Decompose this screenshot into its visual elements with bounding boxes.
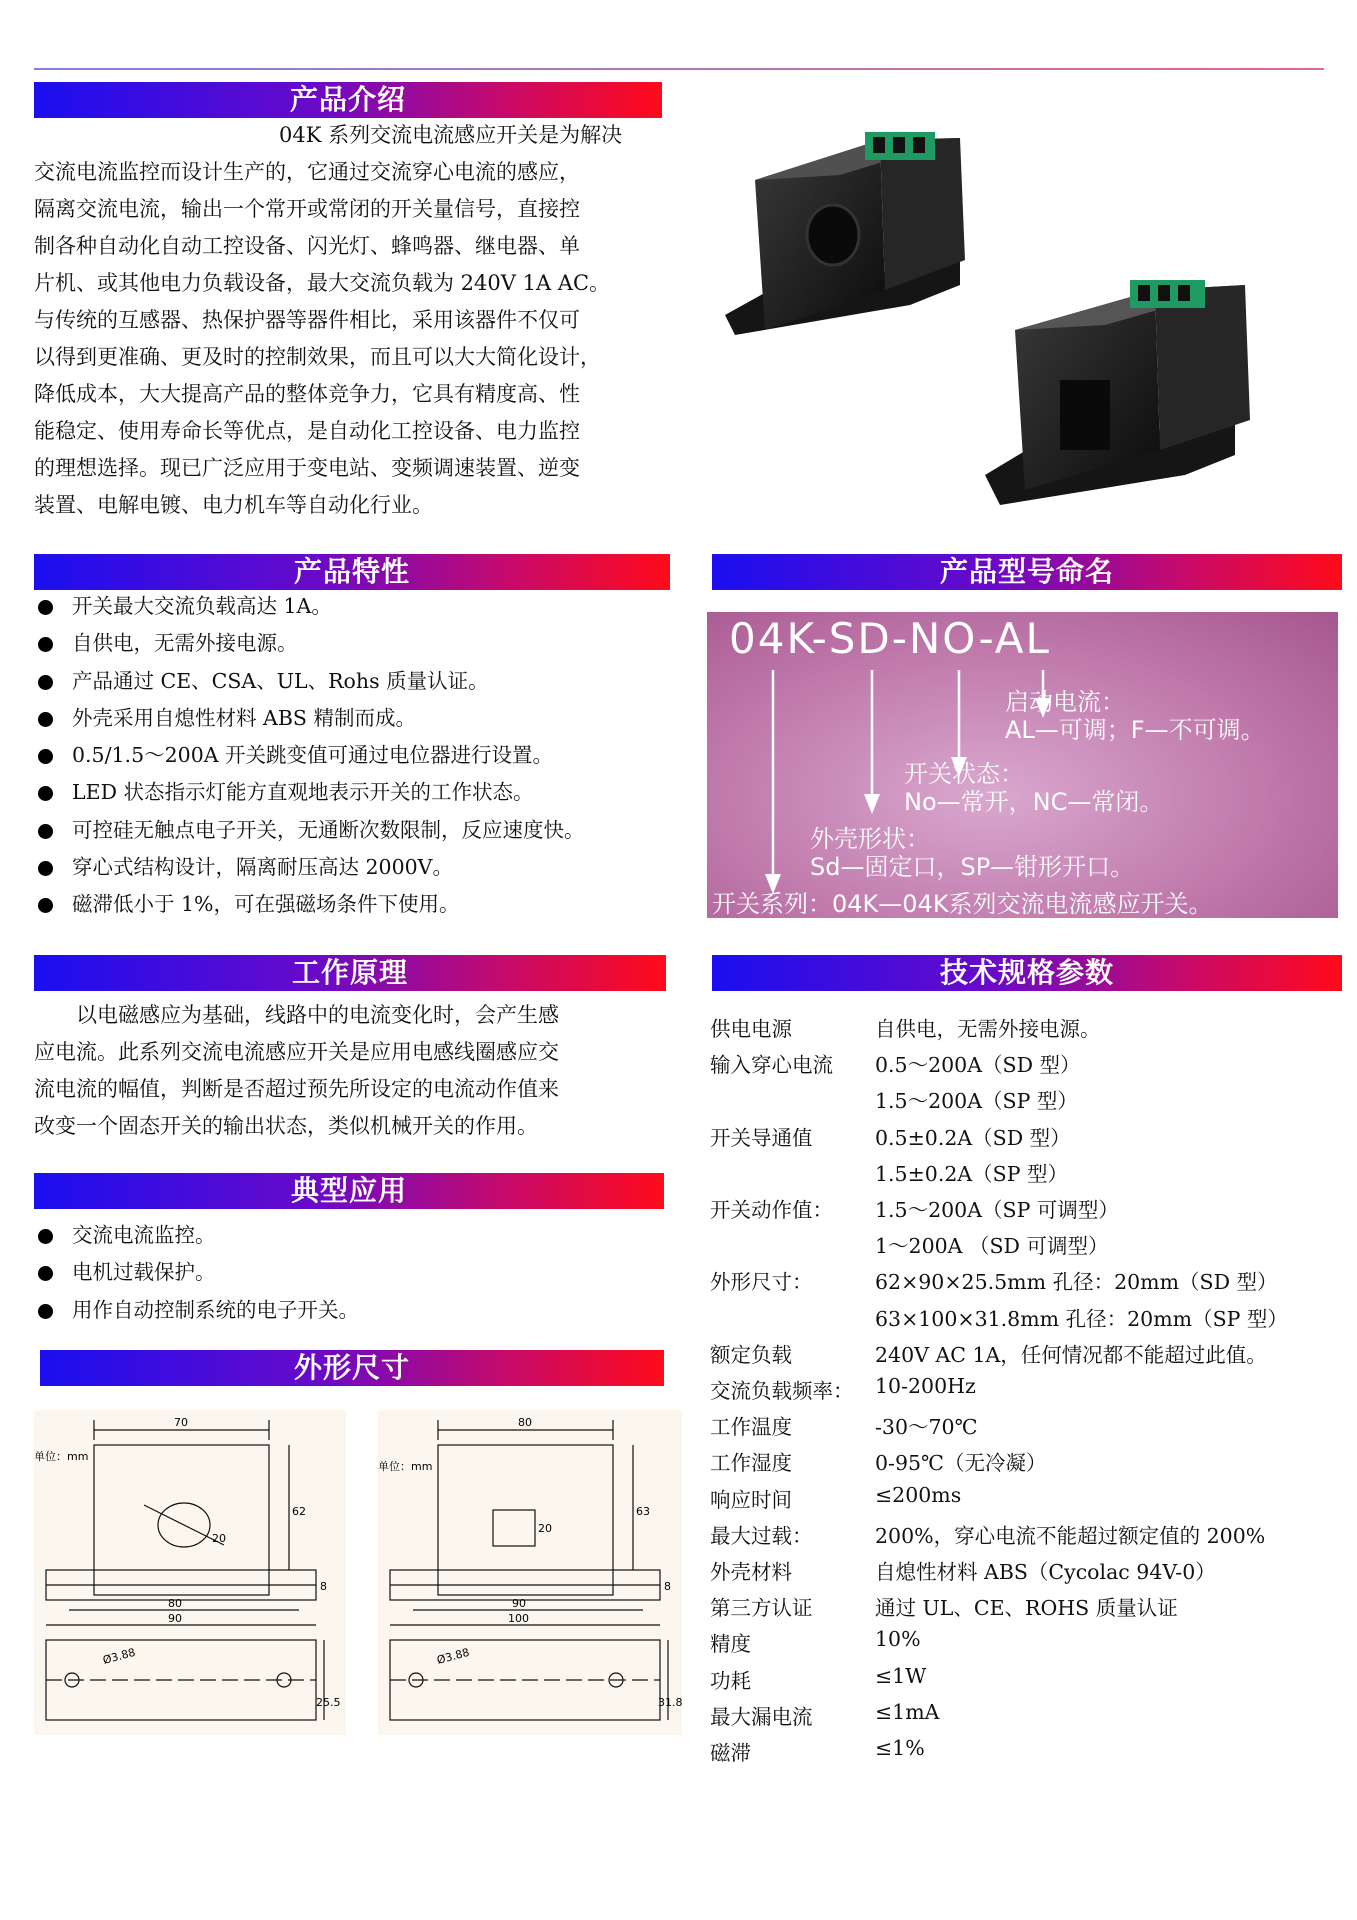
- spec-value: ≤1%: [875, 1736, 925, 1760]
- spec-value: 63×100×31.8mm 孔径：20mm（SP 型）: [875, 1306, 1288, 1331]
- spec-value: 1.5～200A（SP 型）: [875, 1089, 1078, 1114]
- sd-dimension-drawing: [34, 1410, 346, 1735]
- intro-line: 隔离交流电流，输出一个常开或常闭的开关量信号，直接控: [34, 197, 580, 221]
- sp-height: 63: [636, 1505, 650, 1518]
- section-header-specs: 技术规格参数: [712, 955, 1342, 991]
- spec-key: 磁滞: [710, 1741, 751, 1765]
- spec-value: 0.5±0.2A（SD 型）: [875, 1125, 1071, 1150]
- spec-key: 外壳材料: [710, 1560, 792, 1584]
- sd-depth: 25.5: [316, 1696, 341, 1709]
- spec-key: 工作湿度: [710, 1451, 792, 1476]
- principle-line: 流电流的幅值，判断是否超过预先所设定的电流动作值来: [34, 1077, 559, 1101]
- spec-key: 额定负载: [710, 1342, 792, 1367]
- spec-value: ≤200ms: [875, 1482, 962, 1507]
- feature-item: [34, 588, 585, 625]
- spec-value: 0.5～200A（SD 型）: [875, 1053, 1081, 1078]
- intro-line: 04K 系列交流电流感应开关是为解决: [279, 123, 623, 147]
- feature-item: [34, 700, 585, 737]
- intro-line: 的理想选择。现已广泛应用于变电站、变频调速装置、逆变: [34, 456, 580, 480]
- sp-base-height: 8: [664, 1580, 671, 1593]
- intro-paragraph: [34, 117, 674, 524]
- sd-base-inner: 80: [168, 1597, 182, 1610]
- feature-item-text: 可控硅无触点电子开关，无通断次数限制，反应速度快。: [72, 817, 585, 842]
- spec-value: 1.5～200A（SP 可调型）: [875, 1198, 1119, 1222]
- sd-width-top: 70: [174, 1416, 188, 1429]
- application-item-text: 用作自动控制系统的电子开关。: [72, 1297, 359, 1322]
- spec-key: 工作温度: [710, 1415, 792, 1440]
- switch-state-value: No—常开，NC—常闭。: [904, 788, 1164, 816]
- feature-item: [34, 812, 585, 849]
- spec-value: 200%，穿心电流不能超过额定值的 200%: [875, 1523, 1266, 1548]
- feature-item-text: LED 状态指示灯能方直观地表示开关的工作状态。: [72, 780, 534, 805]
- bullet-icon: [38, 824, 53, 839]
- model-naming-diagram: [707, 612, 1338, 918]
- sd-base-height: 8: [320, 1580, 327, 1593]
- spec-key: 交流负载频率：: [710, 1379, 854, 1403]
- feature-item-text: 产品通过 CE、CSA、UL、Rohs 质量认证。: [72, 668, 489, 693]
- sd-mount-hole: Ø3.88: [101, 1645, 137, 1667]
- feature-item-text: 0.5/1.5～200A 开关跳变值可通过电位器进行设置。: [72, 743, 554, 768]
- feature-item: [34, 774, 585, 811]
- feature-item: [34, 625, 585, 662]
- feature-item-text: 磁滞低小于 1%，可在强磁场条件下使用。: [72, 892, 460, 917]
- principle-line: 改变一个固态开关的输出状态，类似机械开关的作用。: [34, 1114, 538, 1138]
- spec-key: 最大漏电流: [710, 1704, 813, 1729]
- bullet-icon: [38, 637, 53, 652]
- sp-hole: 20: [538, 1522, 552, 1535]
- bullet-icon: [38, 675, 53, 690]
- sd-hole: 20: [212, 1532, 226, 1545]
- shell-shape-label: 外壳形状：: [810, 825, 930, 853]
- application-item: [34, 1254, 359, 1291]
- bullet-icon: [38, 749, 53, 764]
- spec-value: 62×90×25.5mm 孔径：20mm（SD 型）: [875, 1270, 1278, 1295]
- switch-state-label: 开关状态：: [904, 760, 1024, 788]
- intro-line: 与传统的互感器、热保护器等器件相比，采用该器件不仅可: [34, 308, 580, 332]
- sp-width-top: 80: [518, 1416, 532, 1429]
- spec-key: 最大过载：: [710, 1523, 813, 1548]
- intro-line: 降低成本，大大提高产品的整体竞争力，它具有精度高、性: [34, 382, 580, 406]
- spec-value: ≤1mA: [875, 1699, 940, 1724]
- spec-value: -30～70℃: [875, 1415, 978, 1440]
- spec-key: 第三方认证: [710, 1596, 813, 1621]
- spec-value: 10%: [875, 1627, 921, 1652]
- intro-line: 交流电流监控而设计生产的，它通过交流穿心电流的感应，: [34, 160, 580, 184]
- application-item-text: 交流电流监控。: [72, 1223, 216, 1247]
- sp-depth: 31.8: [658, 1696, 682, 1709]
- intro-line: 以得到更准确、更及时的控制效果，而且可以大大简化设计，: [34, 345, 601, 369]
- application-item: [34, 1217, 359, 1254]
- section-header-principle: 工作原理: [34, 955, 666, 991]
- bullet-icon: [38, 600, 53, 615]
- spec-value: 1.5±0.2A（SP 型）: [875, 1161, 1069, 1186]
- intro-line: 片机、或其他电力负载设备，最大交流负载为 240V 1A AC。: [34, 271, 611, 295]
- spec-value: ≤1W: [875, 1663, 927, 1688]
- feature-item-text: 外壳采用自熄性材料 ABS 精制而成。: [72, 705, 416, 730]
- spec-value: 0-95℃（无冷凝）: [875, 1451, 1047, 1476]
- bullet-icon: [38, 1266, 53, 1281]
- intro-line: 能稳定、使用寿命长等优点，是自动化工控设备、电力监控: [34, 419, 580, 443]
- product-photo: [715, 120, 1345, 530]
- principle-paragraph: [34, 997, 674, 1145]
- unit-label-sd: 单位：mm: [34, 1450, 89, 1463]
- shell-shape-value: Sd—固定口，SP—钳形开口。: [810, 853, 1135, 881]
- start-current-label: 启动电流：: [1005, 688, 1125, 716]
- spec-key: 供电电源: [710, 1017, 792, 1041]
- sp-base-inner: 90: [512, 1597, 526, 1610]
- section-header-dimensions: 外形尺寸: [40, 1350, 664, 1386]
- feature-item: [34, 849, 585, 886]
- spec-value: 通过 UL、CE、ROHS 质量认证: [875, 1596, 1178, 1621]
- bullet-icon: [38, 1229, 53, 1244]
- features-list: [34, 588, 585, 924]
- spec-value: 240V AC 1A，任何情况都不能超过此值。: [875, 1342, 1267, 1367]
- bullet-icon: [38, 712, 53, 727]
- sensor-sd-image: [725, 132, 965, 335]
- sp-base-outer: 100: [508, 1612, 529, 1625]
- model-code: 04K-SD-NO-AL: [729, 614, 1051, 663]
- bullet-icon: [38, 1304, 53, 1319]
- section-header-features: 产品特性: [34, 554, 670, 590]
- top-divider-line: [34, 68, 1324, 70]
- spec-key: 响应时间: [710, 1487, 792, 1512]
- section-header-naming: 产品型号命名: [712, 554, 1342, 590]
- feature-item-text: 自供电，无需外接电源。: [72, 631, 298, 656]
- spec-key: 精度: [710, 1632, 751, 1657]
- section-header-intro: 产品介绍: [34, 82, 662, 118]
- principle-line: 以电磁感应为基础，线路中的电流变化时，会产生感: [76, 1003, 559, 1027]
- sd-height: 62: [292, 1505, 306, 1518]
- application-item-text: 电机过载保护。: [72, 1260, 216, 1285]
- sd-base-outer: 90: [168, 1612, 182, 1625]
- spec-key: 开关动作值：: [710, 1198, 833, 1222]
- spec-value: 自供电，无需外接电源。: [875, 1017, 1101, 1041]
- applications-list: [34, 1217, 359, 1329]
- spec-key: 外形尺寸：: [710, 1270, 813, 1295]
- section-header-applications: 典型应用: [34, 1173, 664, 1209]
- bullet-icon: [38, 898, 53, 913]
- feature-item: [34, 737, 585, 774]
- spec-value: 1～200A （SD 可调型）: [875, 1234, 1109, 1259]
- spec-value: 10-200Hz: [875, 1374, 976, 1398]
- sp-dimension-drawing: [378, 1410, 682, 1735]
- feature-item: [34, 886, 585, 923]
- spec-key: 开关导通值: [710, 1125, 813, 1150]
- feature-item-text: 穿心式结构设计，隔离耐压高达 2000V。: [72, 855, 453, 880]
- spec-value: 自熄性材料 ABS（Cycolac 94V-0）: [875, 1560, 1216, 1584]
- sp-mount-hole: Ø3.88: [435, 1645, 471, 1667]
- start-current-value: AL—可调；F—不可调。: [1005, 716, 1265, 744]
- spec-key: 功耗: [710, 1668, 751, 1693]
- bullet-icon: [38, 786, 53, 801]
- principle-line: 应电流。此系列交流电流感应开关是应用电感线圈感应交: [34, 1040, 559, 1064]
- spec-key: 输入穿心电流: [710, 1053, 833, 1078]
- unit-label-sp: 单位：mm: [378, 1460, 433, 1473]
- feature-item: [34, 663, 585, 700]
- application-item: [34, 1292, 359, 1329]
- feature-item-text: 开关最大交流负载高达 1A。: [72, 594, 332, 618]
- intro-line: 制各种自动化自动工控设备、闪光灯、蜂鸣器、继电器、单: [34, 234, 580, 258]
- intro-line: 装置、电解电镀、电力机车等自动化行业。: [34, 493, 433, 517]
- switch-series: 开关系列：04K—04K系列交流电流感应开关。: [712, 890, 1213, 918]
- sensor-sp-image: [985, 280, 1250, 505]
- bullet-icon: [38, 861, 53, 876]
